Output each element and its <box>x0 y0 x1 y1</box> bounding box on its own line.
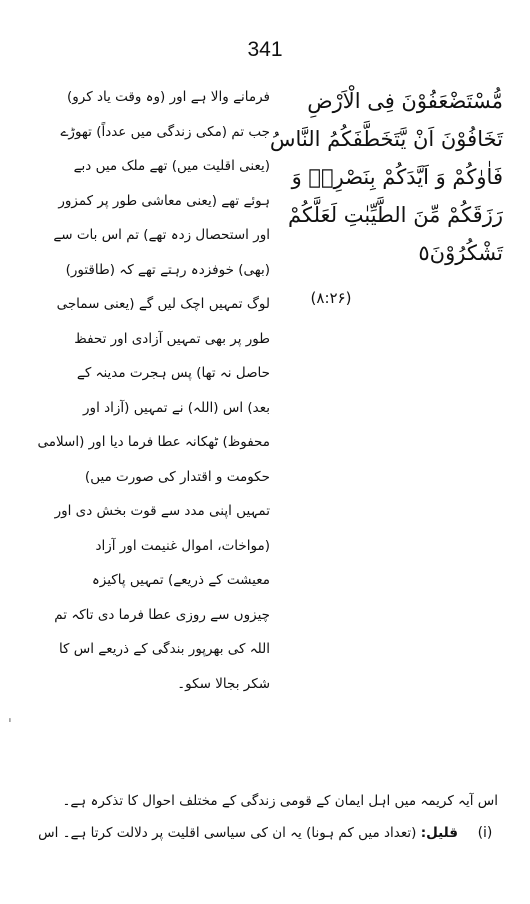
translation-line: اللہ کی بھرپور بندگی کے ذریعے اس کا <box>58 641 270 657</box>
translation-line: فرمانے والا ہے اور (وہ وقت یاد کرو) <box>66 89 270 105</box>
translation-line: جب تم (مکی زندگی میں عدداً) تھوڑے <box>60 123 270 140</box>
verse-reference: (۸:۲۶) <box>310 289 352 307</box>
item-term: قلیل: <box>420 825 458 841</box>
translation-line: چیزوں سے روزی عطا فرما دی تاکہ تم <box>54 606 270 623</box>
page-number: 341 <box>247 38 283 61</box>
item-text: (تعداد میں کم ہونا) یہ ان کی سیاسی اقلیت پر دلالت کرتا ہے۔ اس <box>38 825 421 841</box>
translation-line: حاصل نہ تھا) پس ہجرت مدینہ کے <box>76 365 270 381</box>
translation-line: شکر بجالا سکو۔ <box>177 675 270 692</box>
translation-line: محفوظ) ٹھکانہ عطا فرما دیا اور (اسلامی <box>37 434 270 450</box>
verse-line: تَخَافُوْنَ اَنْ يَّتَخَطَّفَكُمُ النَّاسُ <box>269 127 503 151</box>
translation-line: (یعنی اقلیت میں) تھے ملک میں دبے <box>73 158 270 174</box>
translation-line: معیشت کے ذریعے) تمہیں پاکیزہ <box>91 572 270 588</box>
commentary-intro: اس آیہ کریمہ میں اہل ایمان کے قومی زندگی کے مختلف احوال کا تذکرہ ہے۔ <box>62 793 498 809</box>
translation-line: ہوئے تھے (یعنی معاشی طور پر کمزور <box>58 192 270 209</box>
verse-line: مُّسْتَضْعَفُوْنَ فِى الْاَرْضِ <box>307 89 503 113</box>
verse-line: تَشْكُرُوْنَ٥ <box>418 241 503 265</box>
translation-line: طور پر بھی تمہیں آزادی اور تحفظ <box>74 330 270 347</box>
translation-line: (بھی) خوفزدہ رہتے تھے کہ (طاقتور) <box>65 261 270 278</box>
quran-verse <box>269 82 503 272</box>
translation-line: اور استحصال زدہ تھے) تم اس بات سے <box>53 227 270 243</box>
verse-line: فَاٰوٰكُمْ وَ اَيَّدَكُمْ بِنَصْرِهٖ وَ <box>291 165 503 189</box>
verse-line: رَزَقَكُمْ مِّنَ الطَّيِّبٰتِ لَعَلَّكُمْ <box>288 203 503 227</box>
translation-line: حکومت و اقتدار کی صورت میں) <box>84 468 270 485</box>
translation-line: لوگ تمہیں اچک لیں گے (یعنی سماجی <box>56 296 270 312</box>
item-number: (i) <box>477 825 493 841</box>
translation-line: (مواخات، اموال غنیمت اور آزاد <box>95 537 270 554</box>
translation-line: بعد) اس (اللہ) نے تمہیں (آزاد اور <box>83 399 270 416</box>
translation-line: تمہیں اپنی مدد سے قوت بخش دی اور <box>54 503 270 519</box>
margin-mark: ˌ <box>8 708 12 724</box>
commentary-item <box>20 818 458 848</box>
translation <box>20 80 270 701</box>
